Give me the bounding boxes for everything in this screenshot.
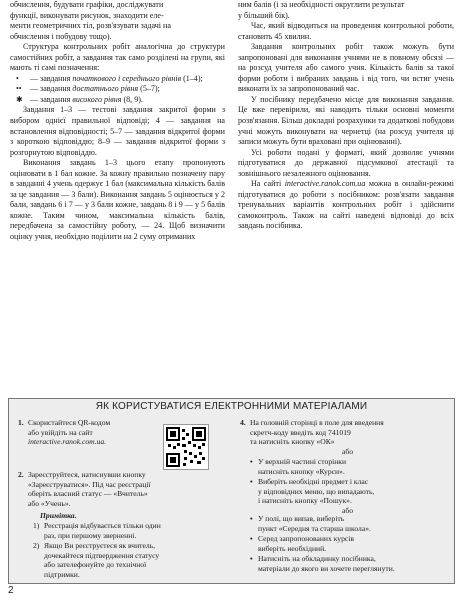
level-text: — завдання (30, 94, 73, 104)
bullet-text: Натисніть на обкладинку посібника, (258, 554, 376, 563)
left-column (10, 0, 225, 243)
step-text: або увійдіть на сайт (28, 427, 93, 437)
step-number: 4. (240, 418, 246, 427)
bullet-text: у відповідних меню, що випадають, (258, 486, 375, 496)
step-number: 1. (18, 418, 24, 427)
note-text: підтримки. (44, 569, 80, 579)
step-4 (240, 418, 445, 447)
level-name: початкового і середнього рівнів (72, 73, 182, 83)
text-line: обчислення і побудову тощо). (10, 31, 112, 41)
site-link[interactable]: interactive.ranok.com.ua. (28, 437, 107, 447)
note-number: 1) (33, 521, 40, 530)
bullet-icon: • (250, 457, 253, 466)
star-icon: ✱ (16, 94, 23, 104)
or-label: або (341, 506, 354, 515)
right-column (238, 0, 454, 232)
text-line: менти геометричних тіл, розв'язувати задачі на (10, 21, 171, 31)
bullet-text: У полі, що випав, виберіть (258, 514, 345, 523)
page-number: 2 (8, 585, 14, 596)
note-text: Реєстрація відбувається тільки один (44, 521, 161, 530)
paragraph-scoring: Виконання завдань 1–3 цього етапу пропонують оцінювати в 1 бал кожне. За кожну правильно позначену пару в завданні 4 учень одержує 1 бал (максимальна кількість балів за це завдання — 3 бали). Виконання завдань 5 оцінюється у 2 бали, завдань 6 і 7 — у 3 бали кожне, завдань 8 і 9 — у 5 балів кожне. Таким чином, максимальна кількість балів, передбачена за самостійну роботу, — 24. Щоб визначити оцінку учня, необхідно поділити на 2 суму отриманих (10, 158, 225, 242)
bullet-icon: • (250, 534, 253, 543)
note-2 (33, 541, 214, 579)
note-text: раз, при першому зверненні. (44, 530, 137, 540)
step-2 (18, 470, 213, 508)
bullet-icon: • (250, 554, 253, 563)
site-link[interactable]: interactive.ranok.com.ua (284, 179, 366, 189)
level-name: достатнього рівня (72, 84, 139, 94)
step-text: Скористайтеся QR-кодом (28, 418, 111, 427)
level-name: високого рівня (72, 94, 122, 104)
bullet-text: матеріали до якого ви хочете переглянути. (258, 563, 395, 573)
bullet-text: виберіть необхідний. (258, 543, 327, 553)
step-text: скретч-коду введіть код 741019 (250, 427, 351, 437)
note-text: Якщо Ви реєструєтеся як вчитель, (44, 541, 156, 550)
note-heading: Примітка. (40, 511, 77, 520)
bullet-3 (250, 514, 448, 533)
text-line: функції, виконувати рисунок, знаходити еле- (10, 10, 164, 20)
level-text: — завдання (30, 84, 73, 94)
step-text: «Зареєструватися». Під час реєстрації (28, 479, 151, 489)
level-text: — завдання (30, 73, 73, 83)
paragraph-format: Усі роботи подані у форматі, який дозволяє учнями підготуватися до державної підсумкової атестації та зовнішнього незалежного оцінювання. (238, 147, 454, 178)
qr-code-icon[interactable] (163, 424, 209, 470)
level-range: (8, 9). (121, 94, 143, 104)
bullet-4 (250, 534, 448, 553)
box-title: ЯК КОРИСТУВАТИСЯ ЕЛЕКТРОННИМИ МАТЕРІАЛАМИ (95, 401, 368, 412)
bullet-1 (250, 457, 448, 476)
bullet-icon: • (250, 477, 253, 486)
paragraph-site (238, 179, 454, 232)
paragraph-tasks: Завдання 1–3 — тестові завдання закритої форми з вибором однієї правильної відповіді; 4 — завдання на встановлення відповідності; 5–7 — завдання відкритої форми з короткою відповіддю; 8–9 — завдання відкритої форми з розгорнутою відповіддю. (10, 105, 225, 157)
note-number: 2) (33, 541, 40, 550)
text-line: обчислення, будувати графіки, досліджувати (10, 0, 164, 9)
step-text: На головній сторінці в поле для введення (250, 418, 384, 427)
paragraph-structure: Структура контрольних робіт аналогічна до структури самостійних робіт, а завдання так само розділені на групи, які мають ті самі позначення: (10, 42, 225, 73)
paragraph-time: Час, який відводиться на проведення контрольної роботи, становить 45 хвилин. (238, 21, 454, 41)
double-dot-icon: •• (16, 84, 22, 94)
bullet-icon: • (250, 514, 253, 523)
level-range: (1–4); (181, 73, 203, 83)
note-text: або зателефонуйте до технічної (44, 560, 147, 570)
step-number: 2. (18, 470, 24, 479)
bullet-text: Виберіть необхідні предмет і клас (258, 477, 369, 486)
step-text: або «Учень». (28, 498, 71, 508)
bullet-text: Серед запропонованих курсів (258, 534, 354, 543)
step-text: Зареєструйтеся, натиснувши кнопку (28, 470, 146, 479)
step-text: та натисніть кнопку «ОК» (250, 437, 335, 447)
site-text: можна в онлайн-режимі підготуватися до роботи з посібником: розв'язати завдання тренувальних варіантів контрольних робіт і здійснити самоконтроль. Також на сайті наведені відповіді до всіх завдань посібника. (238, 179, 454, 231)
note-text: дочекайтеся підтвердження статусу (44, 550, 160, 560)
dot-icon: • (16, 73, 19, 83)
level-item (16, 74, 225, 85)
or-label: або (341, 447, 354, 456)
level-item (16, 95, 225, 106)
level-range: (5–7); (138, 84, 160, 94)
paragraph-guide: У посібнику передбачено місце для виконання завдання. Це вже перевірили, які наводить тільки основні моменти розв'язання. Більш докладні розрахунки та додаткові побудови учні можуть виконувати на чернетці (на розсуд учителя ці записи можуть бути враховані при оцінюванні). (238, 94, 454, 147)
bullet-text: пункт «Середня та старша школа». (258, 523, 371, 533)
level-item (16, 84, 225, 95)
bullet-text: У верхній частині сторінки (258, 457, 347, 466)
step-1 (18, 418, 163, 447)
bullet-text: натисніть кнопку «Курси». (258, 466, 345, 476)
bullet-2 (250, 477, 448, 506)
note-1 (33, 521, 214, 540)
paragraph-homework: Завдання контрольних робіт також можуть бути запропоновані для виконання учнями не в повному обсязі — на розсуд учителя або самого учня. Кількість балів за такої форми роботи і вибраних завдань і від того, чи встиг учень виконати їх за запропонований час. (238, 42, 454, 94)
step-text: оберіть власний статус — «Вчитель» (28, 489, 148, 499)
text-line: ним балів (і за необхідності округлити результат (238, 0, 405, 9)
bullet-5 (250, 554, 453, 573)
text-line: у більший бік). (238, 10, 290, 20)
bullet-text: і натисніть кнопку «Пошук». (258, 496, 352, 506)
site-text: На сайті (251, 179, 285, 189)
